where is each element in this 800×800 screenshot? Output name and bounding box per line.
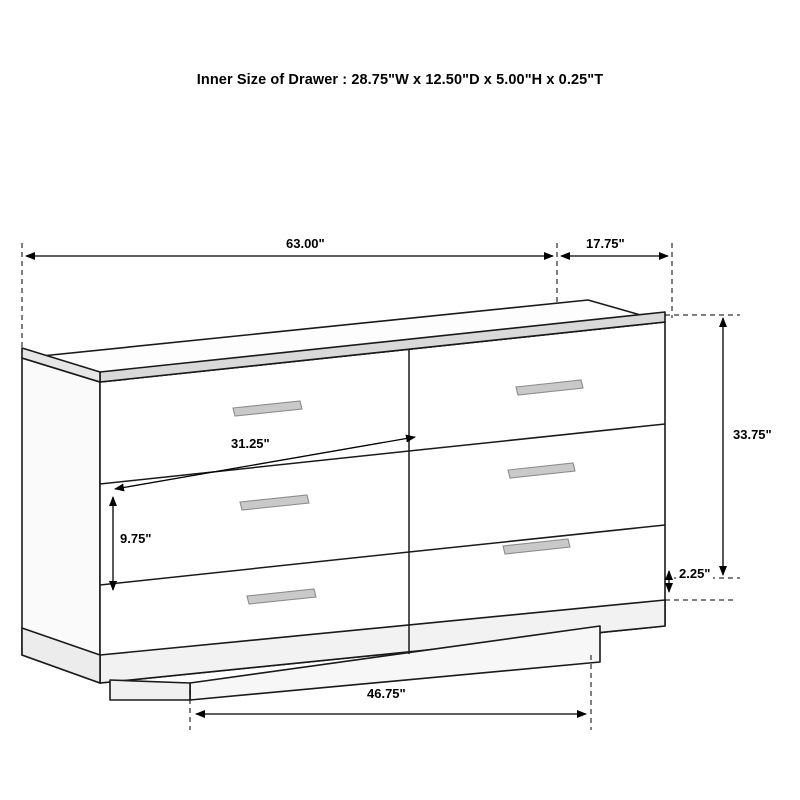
dresser-body (22, 300, 665, 700)
label-depth-1775: 17.75" (583, 236, 628, 251)
label-width-63: 63.00" (283, 236, 328, 251)
label-height-3375: 33.75" (730, 427, 775, 442)
page-title: Inner Size of Drawer : 28.75"W x 12.50"D x 5.00"H x 0.25"T (196, 72, 604, 88)
label-drawer-975: 9.75" (117, 531, 154, 546)
base-foot-left (110, 680, 190, 700)
label-base-4675: 46.75" (364, 686, 409, 701)
label-plinth-225: 2.25" (676, 566, 713, 581)
label-inner-3125: 31.25" (228, 436, 273, 451)
